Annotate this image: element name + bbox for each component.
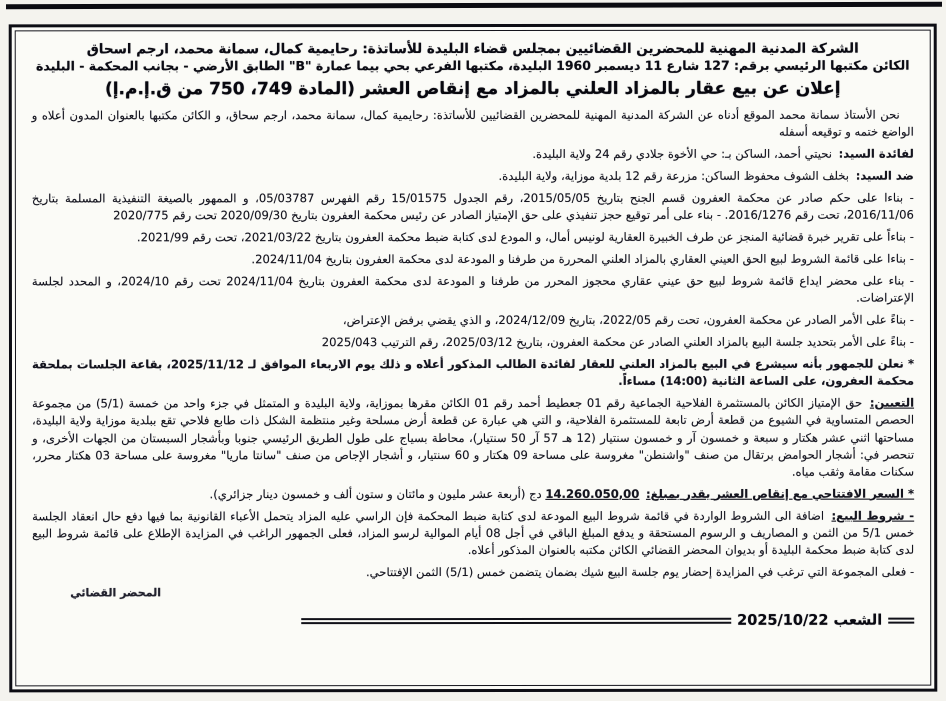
opening-price-amount: 14.260.050,00 — [545, 486, 640, 501]
paragraph-text: اضافة الى الشروط الواردة في قائمة شروط البيع المودعة لدى كتابة ضبط المحكمة فإن الراسي عليه المزاد يتحمل الأعباء القانونية بما فيها دفع حال انعقاد الجلسة خمس 5/1 من الثمن و المصاريف و الرسوم المستحقة و يدفع المبلغ الباقي في أجل 08 أيام الموالية لرسو المزاد، فعلى الجمهور الراغب في المزايدة الإطلاع على قائمة شروط البيع لدى كتابة ضبط محكمة البليدة أو بديوان المحضر القضائي الكائن مكتبه بالعنوان المذكور أعلاه. — [32, 508, 915, 557]
objection-rejection-paragraph — [32, 312, 914, 330]
paragraph-text: - بناءً على الأمر الصادر عن محكمة العفرون، تحت رقم 2022/05، بتاريخ 2024/12/09، و الذي يقضي برفض الإعتراض، — [342, 312, 914, 328]
sale-session-order-paragraph — [32, 334, 914, 352]
paragraph-text: - بناء على محضر ايداع قائمة شروط لبيع حق عيني عقاري محجوز المحرر من طرفنا و المودعة لدى محكمة العفرون بتاريخ 2024/11/04 تحت رقم 2024/10، و المحدد لجلسة الإعتراضات. — [31, 273, 914, 305]
paragraph-text: نحن الأستاذ سمانة محمد الموقع أدناه عن الشركة المدنية المهنية للمحضرين القضائيين للأساتذة: رحايمية كمال، سمانة محمد، ارجم سحاق، و الكائن مكتبها بالعنوان المدون أعلاه و الواضع ختمه و توقيعه أسفله — [31, 107, 914, 139]
document-inner-border — [15, 30, 932, 687]
publication-stamp — [737, 612, 882, 628]
judgment-paragraph — [32, 190, 914, 225]
paragraph-text: حق الإمتياز الكائن بالمستثمرة الفلاحية الجماعية رقم 01 جعطيط أحمد رقم 01 الكائن مقرها بموزاية، ولاية البليدة و المتمثل في جزء واحد من خمسة (5/1) من مجموعة الحصص المتساوية في الشيوع من قطعة أرض تابعة للمستثمرة الفلاحية، و التي هي عبارة عن قطعة أرض مسلحة وغير منتظمة الشكل ذات طابع فلاحي تقع ببلدية موزاية ولاية البليدة، مساحتها اثني عشر هكتار و سبعة و خمسون آر و خمسون سنتيار (12 هـ 57 آر 50 سنتيار)، محاطة بسياج على طول الطريق الرئيسي جنوبا وبأشجار السبستان من الجهات الأخرى، و تنحصر في: أشجار الحوامض برتقال من صنف "واشنطن" مغروسة على مساحة 09 هكتار و 60 سنتيار، و أشجار الإجاص من صنف "سانتا ماريا" مغروسة على مساحة 03 هكتار محرر، سكنات مقامة وثقب مياه. — [32, 396, 915, 479]
paragraph-lead: ضد السيد: — [855, 168, 914, 183]
paragraph-lead: * السعر الافتتاحي مع إنقاص العشر يقدر بمبلغ: — [645, 486, 915, 501]
announcement-title: إعلان عن بيع عقار بالمزاد العلني بالمزاد مع إنقاص العشر (المادة 749، 750 من ق.إ.م.إ) — [104, 78, 841, 100]
document-outer-border — [9, 24, 938, 693]
opening-price-paragraph — [32, 485, 914, 503]
sale-conditions-paragraph — [32, 507, 914, 559]
defendant-paragraph — [32, 168, 914, 186]
rule-right — [888, 617, 914, 623]
company-name-line: الشركة المدنية المهنية للمحضرين القضائيين بمجلس قضاء البليدة للأساتذة: رحايمية كمال، سمانة محمد، ارجم اسحاق — [86, 40, 859, 58]
paragraph-lead: - شروط البيع: — [831, 508, 915, 523]
paragraph-lead: التعيين: — [869, 396, 915, 411]
rule-left — [301, 618, 731, 624]
intro-paragraph — [32, 107, 914, 142]
paragraph-text: بخلف الشوف محفوظ الساكن: مزرعة رقم 12 بلدية موزاية، ولاية البليدة. — [498, 168, 850, 184]
paragraph-lead: لفائدة السيد: — [838, 146, 914, 161]
bidders-check-paragraph — [32, 563, 914, 581]
newspaper-name: الشعب — [833, 612, 883, 629]
document-header — [32, 41, 914, 100]
public-announcement-paragraph — [32, 356, 914, 391]
bailiff-signature-label: المحضر القضائي — [70, 586, 161, 600]
paragraph-text: نحيتي أحمد، الساكن بـ: حي الأخوة جلادي رقم 24 ولاية البليدة. — [532, 146, 832, 162]
paragraph-text: - بناءا على حكم صادر عن محكمة العفرون قسم الجنح بتاريخ 2015/05/05، رقم الجدول 15/01575 رقم الفهرس 05/03787، و الممهور بالصيغة التنفيذية المسلمة بتاريخ 2016/11/06، تحت رقم 2016/1276. - بناء على أمر توقيع حجز تنفيذي على حق الإمتياز الصادر عن رئيس محكمة العفرون بتاريخ 2020/09/30 تحت رقم 2020/775 — [31, 190, 914, 223]
document-footer — [32, 585, 914, 632]
office-address-line: الكائن مكتبها الرئيسي برقم: 127 شارع 11 ديسمبر 1960 البليدة، مكتبها الفرعي بحي بيما عمارة "B" الطابق الأرضي - بجانب المحكمة - البليدة — [35, 57, 910, 74]
conditions-list-paragraph — [32, 251, 914, 269]
property-designation-paragraph — [32, 395, 914, 481]
beneficiary-paragraph — [32, 146, 914, 164]
paragraph-text: * نعلن للجمهور بأنه سيشرع في البيع بالمزاد العلني للعقار لفائدة الطالب المذكور أعلاه و ذلك يوم الاربعاء الموافق لـ 2025/11/12، بقاعة الجلسات بملحقة محكمة العفرون، على الساعة الثانية (14:00) مساءاً. — [31, 356, 915, 389]
paragraph-text: - بناءً على الأمر بتحديد جلسة البيع بالمزاد العلني الصادر عن محكمة العفرون، بتاريخ 2025/03/12، رقم الترتيب 2025/043 — [321, 334, 914, 350]
paragraph-text: - بناءاً على تقرير خبرة قضائية المنجز عن طرف الخبيرة العقارية لونيس أمال، و المودع لدى كتابة ضبط محكمة العفرون بتاريخ 2021/03/22، تحت رقم 2021/99. — [136, 229, 914, 245]
deposit-minutes-paragraph — [32, 273, 914, 308]
publication-date: 2025/10/22 — [737, 612, 829, 629]
paragraph-text: - بناءا على قائمة الشروط لبيع الحق العيني العقاري بالمزاد العلني المحررة من طرفنا و المودعة لدى محكمة العفرون بتاريخ 2024/11/04. — [251, 251, 914, 267]
announcement-body — [32, 107, 914, 582]
paragraph-text: - فعلى المجموعة التي ترغب في المزايدة إحضار يوم جلسة البيع شيك بضمان يتضمن خمس (5/1) الثمن الإفتتاحي. — [365, 564, 915, 579]
scan-edge-line — [6, 2, 942, 9]
paragraph-text: دج (أربعة عشر مليون و مائتان و ستون ألف و خمسون دينار جزائري). — [209, 486, 542, 501]
publication-line — [32, 612, 914, 629]
expertise-report-paragraph — [32, 229, 914, 247]
